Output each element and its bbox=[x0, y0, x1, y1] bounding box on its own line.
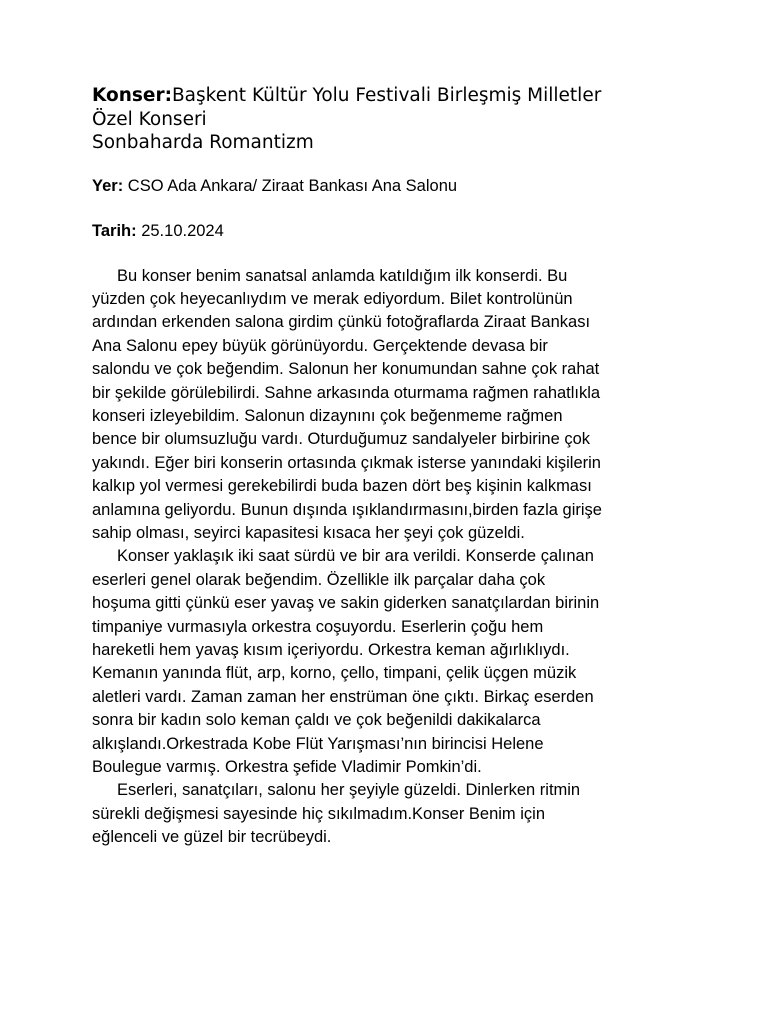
paragraph-line: salondu ve çok beğendim. Salonun her konumundan sahne çok rahat bbox=[92, 360, 600, 379]
paragraph-line: bir şekilde görülebilirdi. Sahne arkasında oturmama rağmen rahatlıkla bbox=[92, 383, 601, 402]
paragraph-line: sahip olması, seyirci kapasitesi kısaca her şeyi çok güzeldi. bbox=[92, 523, 525, 542]
paragraph-line: timpaniye vurmasıyla orkestra coşuyordu. Eserlerin çoğu hem bbox=[92, 617, 544, 636]
document-page bbox=[92, 84, 692, 850]
paragraph-line: kalkıp yol vermesi gerekebilirdi buda bazen dört beş kişinin kalkması bbox=[92, 477, 592, 496]
paragraph-2 bbox=[92, 545, 692, 779]
paragraph-line: bence bir olumsuzluğu vardı. Oturduğumuz sandalyeler birbirine çok bbox=[92, 430, 591, 449]
paragraph-line: Ana Salonu epey büyük görünüyordu. Gerçektende devasa bir bbox=[92, 336, 548, 355]
paragraph-line: ardından erkenden salona girdim çünkü fotoğraflarda Ziraat Bankası bbox=[92, 313, 591, 332]
title-line-2: Özel Konseri bbox=[92, 108, 207, 130]
venue-value: CSO Ada Ankara/ Ziraat Bankası Ana Salonu bbox=[123, 176, 458, 195]
paragraph-line: Konser yaklaşık iki saat sürdü ve bir ara verildi. Konserde çalınan bbox=[117, 547, 594, 566]
venue-label: Yer: bbox=[92, 176, 124, 195]
review-body bbox=[92, 265, 692, 850]
paragraph-line: Eserleri, sanatçıları, salonu her şeyiyle güzeldi. Dinlerken ritmin bbox=[117, 781, 581, 800]
date-label: Tarih: bbox=[92, 222, 137, 240]
paragraph-line: yakındı. Eğer biri konserin ortasında çıkmak isterse yanındaki kişilerin bbox=[92, 453, 601, 472]
paragraph-line: aletleri vardı. Zaman zaman her enstrüman öne çıktı. Birkaç eserden bbox=[92, 687, 594, 706]
paragraph-line: alkışlandı.Orkestrada Kobe Flüt Yarışması’nın birincisi Helene bbox=[92, 734, 544, 753]
paragraph-line: hareketli hem yavaş kısım içeriyordu. Orkestra keman ağırlıklıydı. bbox=[92, 641, 570, 659]
paragraph-3 bbox=[92, 779, 692, 849]
paragraph-line: sürekli değişmesi sayesinde hiç sıkılmadım.Konser Benim için bbox=[92, 804, 546, 823]
paragraph-line: konseri izleyebildim. Salonun dizaynını çok beğenmeme rağmen bbox=[92, 406, 563, 425]
title-text-1: Başkent Kültür Yolu Festivali Birleşmiş Milletler bbox=[171, 85, 602, 106]
title-line-3: Sonbaharda Romantizm bbox=[92, 132, 314, 153]
paragraph-line: eğlenceli ve güzel bir tecrübeydi. bbox=[92, 828, 332, 847]
date-value: 25.10.2024 bbox=[136, 222, 224, 240]
paragraph-line: Kemanın yanında flüt, arp, korno, çello, timpani, çelik üçgen müzik bbox=[92, 664, 577, 683]
paragraph-line: anlamına geliyordu. Bunun dışında ışıklandırmasını,birden fazla girişe bbox=[92, 500, 602, 519]
title-label: Konser: bbox=[92, 85, 172, 106]
paragraph-1 bbox=[92, 265, 692, 546]
paragraph-line: Bu konser benim sanatsal anlamda katıldığım ilk konserdi. Bu bbox=[117, 266, 568, 285]
venue-line bbox=[92, 175, 692, 199]
date-line bbox=[92, 220, 692, 244]
paragraph-line: eserleri genel olarak beğendim. Özellikle ilk parçalar daha çok bbox=[92, 570, 546, 589]
paragraph-line: yüzden çok heyecanlıydım ve merak ediyordum. Bilet kontrolünün bbox=[92, 289, 573, 308]
concert-title bbox=[92, 84, 692, 155]
title-line-1 bbox=[92, 84, 692, 108]
paragraph-line: hoşuma gitti çünkü eser yavaş ve sakin giderken sanatçılardan birinin bbox=[92, 594, 600, 613]
paragraph-line: sonra bir kadın solo keman çaldı ve çok beğenildi dakikalarca bbox=[92, 711, 541, 730]
paragraph-line: Boulegue varmış. Orkestra şefide Vladimir Pomkin’di. bbox=[92, 758, 482, 777]
